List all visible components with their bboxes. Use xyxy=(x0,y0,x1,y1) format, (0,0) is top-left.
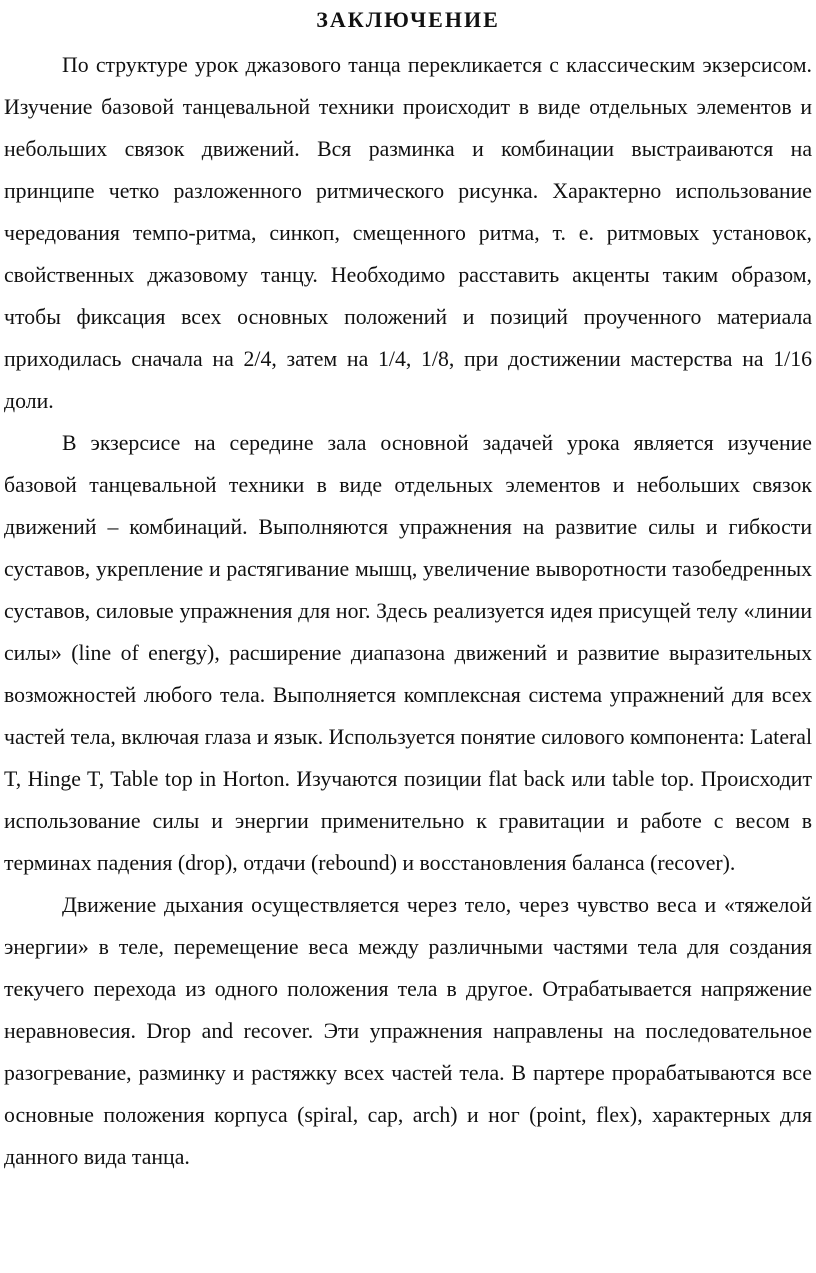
page-title: ЗАКЛЮЧЕНИЕ xyxy=(316,7,500,32)
paragraph-2: В экзерсисе на середине зала основной задачей урока является изучение базовой танцевальной техники в виде отдельных элементов и небольших связок движений – комбинаций. Выполняются упражнения на развитие силы и гибкости суставов, укрепление и растягивание мышц, увеличение выворотности тазобедренных суставов, силовые упражнения для ног. Здесь реализуется идея присущей телу «линии силы» (line of energy), расширение диапазона движений и развитие выразительных возможностей любого тела. Выполняется комплексная система упражнений для всех частей тела, включая глаза и язык. Используется понятие силового компонента: Lateral T, Hinge T, Table top in Horton. Изучаются позиции flat back или table top. Происходит использование силы и энергии применительно к гравитации и работе с весом в терминах падения (drop), отдачи (rebound) и восстановления баланса (recover). xyxy=(4,431,812,875)
paragraph-3: Движение дыхания осуществляется через тело, через чувство веса и «тяжелой энергии» в теле, перемещение веса между различными частями тела для создания текучего перехода из одного положения тела в другое. Отрабатывается напряжение неравновесия. Drop and recover. Эти упражнения направлены на последовательное разогревание, разминку и растяжку всех частей тела. В партере прорабатываются все основные положения корпуса (spiral, cap, arch) и ног (point, flex), характерных для данного вида танца. xyxy=(4,893,812,1169)
paragraph-1: По структуре урок джазового танца перекликается с классическим экзерсисом. Изучение базовой танцевальной техники происходит в виде отдельных элементов и небольших связок движений. Вся разминка и комбинации выстраиваются на принципе четко разложенного ритмического рисунка. Характерно использование чередования темпо-ритма, синкоп, смещенного ритма, т. е. ритмовых установок, свойственных джазовому танцу. Необходимо расставить акценты таким образом, чтобы фиксация всех основных положений и позиций проученного материала приходилась сначала на 2/4, затем на 1/4, 1/8, при достижении мастерства на 1/16 доли. xyxy=(4,53,812,413)
